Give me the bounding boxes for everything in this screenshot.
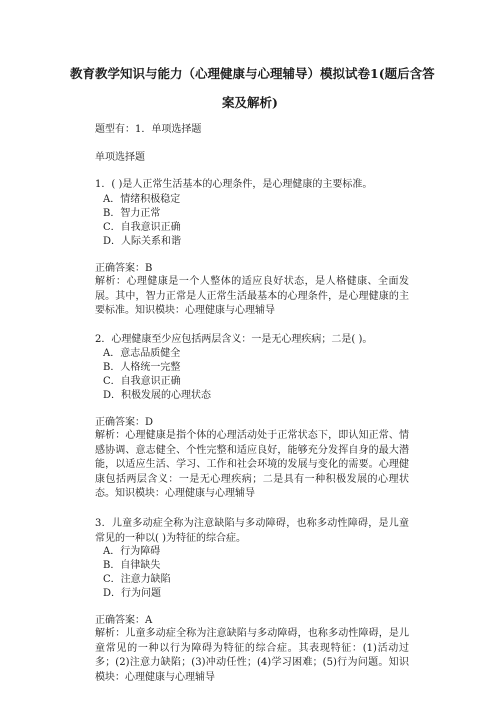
question-3-option-a: A．行为障碍 [103,546,161,557]
document-title-line-1: 教育教学知识与能力（心理健康与心理辅导）模拟试卷1(题后含答 [70,66,435,81]
question-3-analysis: 解析：儿童多动症全称为注意缺陷与多动障碍，也称多动性障碍，是儿童常见的一种以行为障碍为特征的综合症。其表现特征：(1)活动过多；(2)注意力缺陷；(3)冲动任性；(4)学习困难；(5)行为问题。知识模块：心理健康与心理辅导 [95,628,409,683]
question-2-option-d: D．积极发展的心理状态 [103,390,212,401]
question-2-answer: 正确答案：D [95,417,154,428]
question-3-stem: 3．儿童多动症全称为注意缺陷与多动障碍，也称多动性障碍，是儿童常见的一种以( )为特征的综合症。 [95,518,409,544]
question-1-answer: 正确答案：B [95,263,153,274]
question-1-option-d: D．人际关系和谐 [103,236,182,247]
question-2-analysis: 解析：心理健康是指个体的心理活动处于正常状态下，即认知正常、情感协调、意志健全、个性完整和适应良好，能够充分发挥自身的最大潜能，以适应生活、学习、工作和社会环境的发展与变化的需要。心理健康包括两层含义：一是无心理疾病；二是具有一种积极发展的心理状态。知识模块：心理健康与心理辅导 [95,430,409,499]
question-3-option-c: C．注意力缺陷 [103,574,171,585]
question-type-line: 题型有：1．单项选择题 [95,124,202,135]
section-heading: 单项选择题 [95,152,145,163]
question-1-stem: 1．( )是人正常生活基本的心理条件，是心理健康的主要标准。 [95,179,373,190]
question-3-option-b: B．自律缺失 [103,560,161,571]
question-2-option-b: B．人格统一完整 [103,362,181,373]
question-2-option-a: A．意志品质健全 [103,348,181,359]
question-1-option-b: B．智力正常 [103,208,161,219]
question-3-answer: 正确答案：A [95,615,153,626]
question-3-option-d: D．行为问题 [103,588,162,599]
question-1-option-a: A．情绪积极稳定 [103,194,181,205]
question-1-option-c: C．自我意识正确 [103,222,181,233]
document-title-line-2: 案及解析) [222,95,278,110]
question-2-stem: 2．心理健康至少应包括两层含义：一是无心理疾病；二是( )。 [95,334,373,345]
question-1-analysis: 解析：心理健康是一个人整体的适应良好状态，是人格健康、全面发展。其中，智力正常是人正常生活最基本的心理条件，是心理健康的主要标准。知识模块：心理健康与心理辅导 [95,276,409,316]
question-2-option-c: C．自我意识正确 [103,376,181,387]
